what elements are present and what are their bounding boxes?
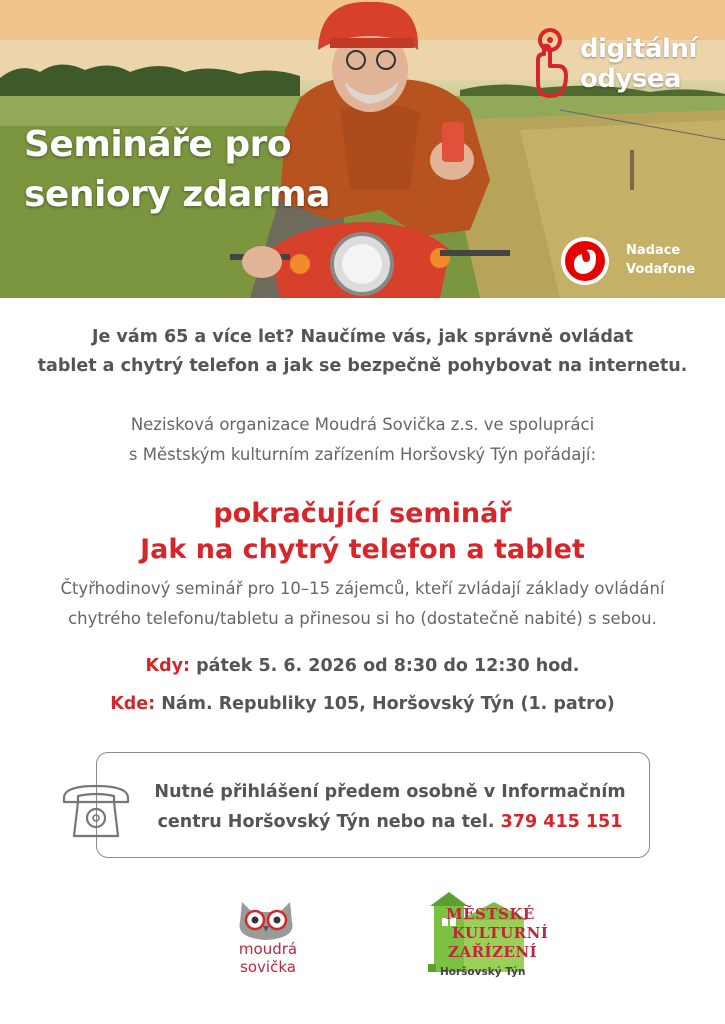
telephone-icon [60,780,132,840]
mkz-logo-subtitle: Horšovský Týn [440,966,526,978]
intro-line-1: Je vám 65 a více let? Naučíme vás, jak správně ovládat [91,327,634,347]
where-value: Nám. Republiky 105, Horšovský Týn (1. patro) [161,694,615,714]
description-line-2: chytrého telefonu/tabletu a přinesou si ho (dostatečně nabité) s sebou. [68,609,657,628]
registration-line-2 [140,807,640,837]
brand-line-2: odysea [580,64,682,94]
owl-line-1: moudrá [238,940,298,958]
nadace-vodafone-logo [560,236,720,286]
description-line-1: Čtyřhodinový seminář pro 10–15 zájemců, kteří zvládají základy ovládání [60,579,665,598]
intro-text [0,323,725,381]
when-row [0,652,725,680]
seminar-title [0,496,725,568]
when-value: pátek 5. 6. 2026 od 8:30 do 12:30 hod. [196,656,580,676]
registration-line-1: Nutné přihlášení předem osobně v Informačním [154,782,626,802]
organizer-text [0,410,725,470]
mkz-logo-text [446,905,548,962]
hero-title-line-2: seniory zdarma [24,174,330,215]
hand-touch-icon [532,24,580,104]
registration-line-2-text: centru Horšovský Týn nebo na tel. [157,812,495,832]
vodafone-icon [560,236,610,286]
brand-line-1: digitální [580,34,697,64]
owl-logo-text [226,940,310,976]
sponsor-line-2: Vodafone [626,262,696,277]
hero-banner [0,0,725,298]
owl-line-2: sovička [240,958,296,976]
intro-line-2: tablet a chytrý telefon a jak se bezpečně pohybovat na internetu. [37,356,688,376]
hero-title [24,120,330,220]
mkz-line-3: ZAŘÍZENÍ [448,943,538,961]
mkz-line-2: KULTURNÍ [452,924,549,942]
organizer-line-1: Nezisková organizace Moudrá Sovička z.s. ve spolupráci [130,415,595,434]
phone-number[interactable]: 379 415 151 [500,812,623,832]
mkz-line-1: MĚSTSKÉ [446,905,535,923]
digitalni-odysea-logo [532,24,712,104]
sponsor-line-1: Nadace [626,243,681,258]
where-label: Kde: [110,694,156,714]
organizer-line-2: s Městským kulturním zařízením Horšovský Týn pořádají: [128,445,597,464]
hero-title-line-1: Semináře pro [24,124,292,165]
seminar-title-line-1: pokračující seminář [213,498,512,529]
brand-text [580,34,697,94]
when-label: Kdy: [145,656,191,676]
seminar-title-line-2: Jak na chytrý telefon a tablet [140,534,585,565]
seminar-description [0,574,725,634]
where-row [0,690,725,718]
vodafone-text [626,241,695,279]
registration-text [140,777,640,837]
